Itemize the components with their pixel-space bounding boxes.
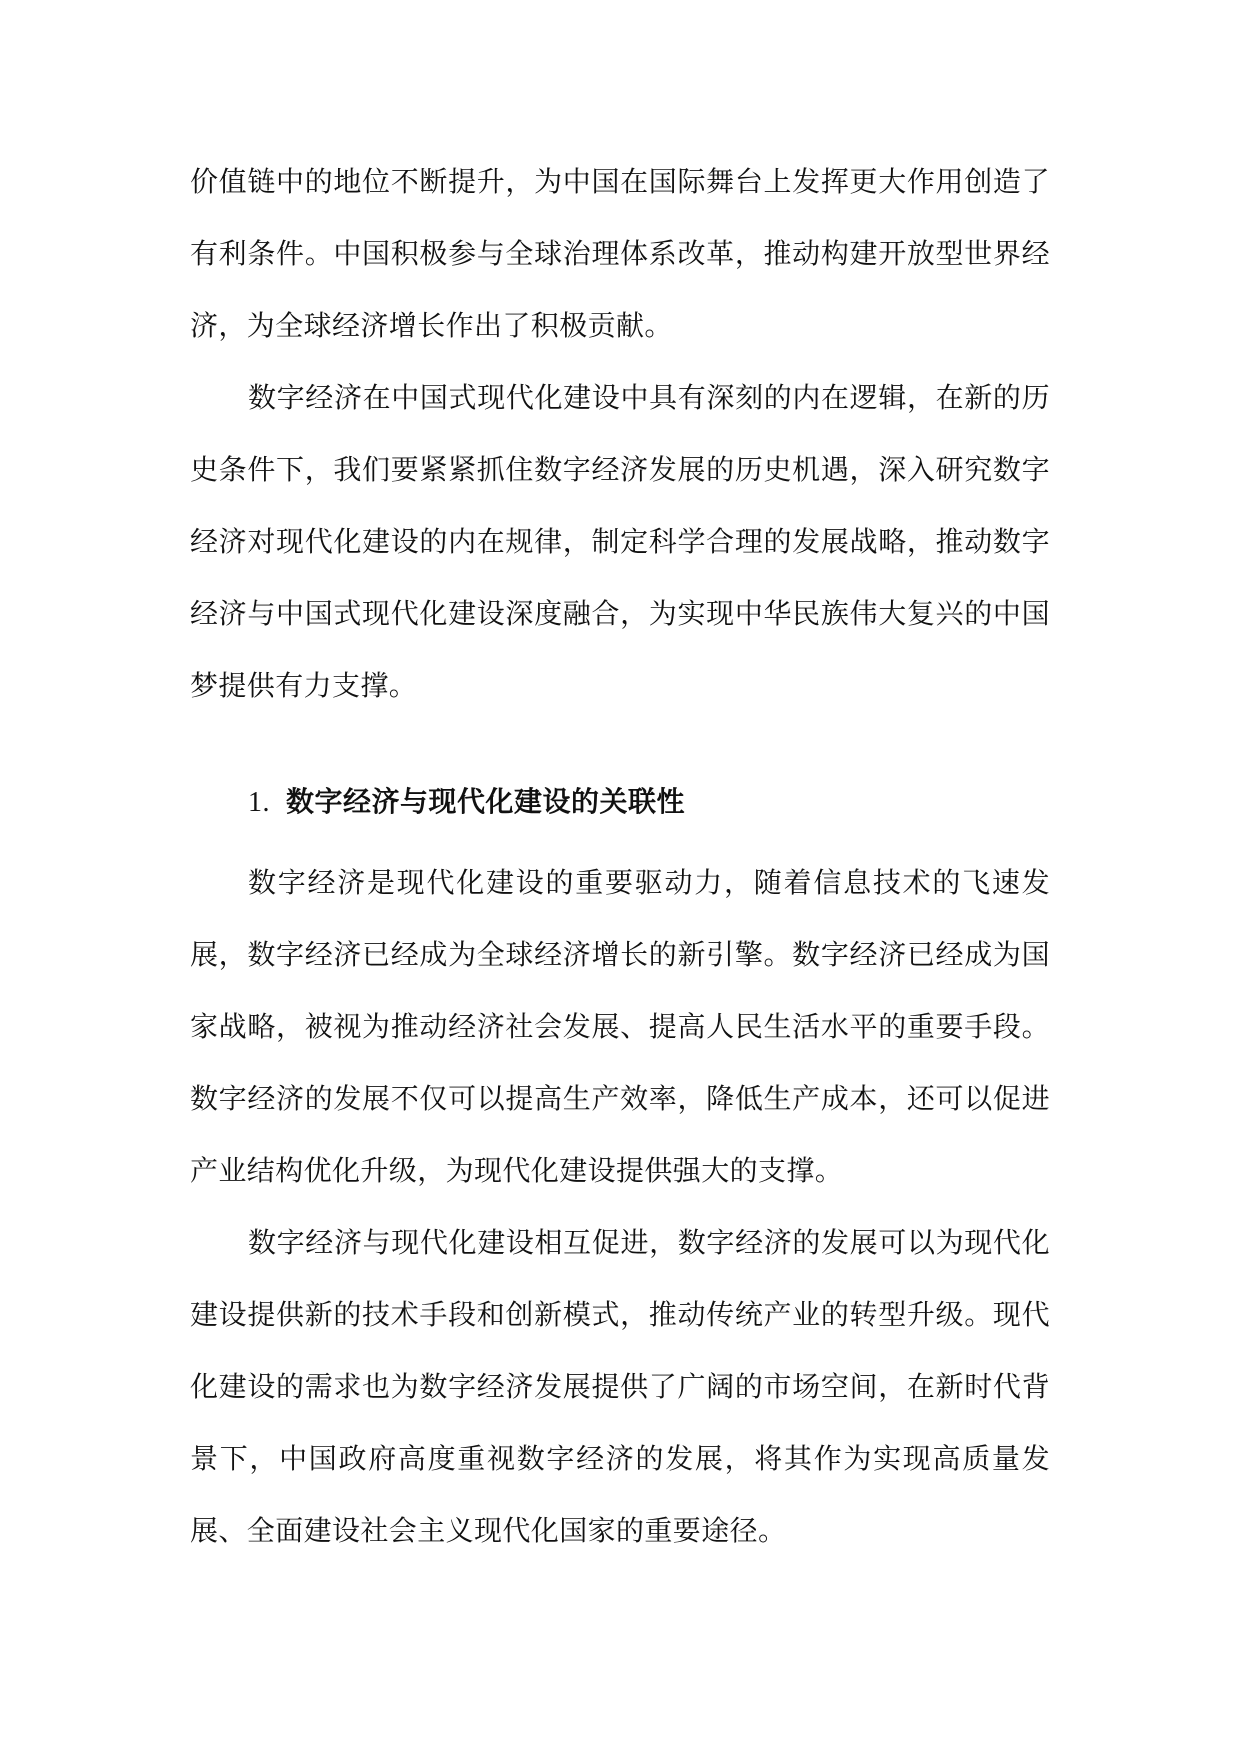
continued-paragraph: 价值链中的地位不断提升，为中国在国际舞台上发挥更大作用创造了有利条件。中国积极参与全球治理体系改革，推动构建开放型世界经济，为全球经济增长作出了积极贡献。: [190, 165, 1050, 342]
section-title: 数字经济与现代化建设的关联性: [286, 785, 686, 818]
body-paragraph: 数字经济在中国式现代化建设中具有深刻的内在逻辑，在新的历史条件下，我们要紧紧抓住数字经济发展的历史机遇，深入研究数字经济对现代化建设的内在规律，制定科学合理的发展战略，推动数字经济与中国式现代化建设深度融合，为实现中华民族伟大复兴的中国梦提供有力支撑。: [190, 381, 1050, 702]
document-body: [190, 146, 1050, 1567]
body-paragraph: 数字经济与现代化建设相互促进，数字经济的发展可以为现代化建设提供新的技术手段和创新模式，推动传统产业的转型升级。现代化建设的需求也为数字经济发展提供了广阔的市场空间，在新时代背景下，中国政府高度重视数字经济的发展，将其作为实现高质量发展、全面建设社会主义现代化国家的重要途径。: [190, 1226, 1050, 1547]
section-heading: [190, 766, 1050, 839]
section-number: 1.: [248, 787, 270, 818]
body-paragraph: 数字经济是现代化建设的重要驱动力，随着信息技术的飞速发展，数字经济已经成为全球经济增长的新引擎。数字经济已经成为国家战略，被视为推动经济社会发展、提高人民生活水平的重要手段。数字经济的发展不仅可以提高生产效率，降低生产成本，还可以促进产业结构优化升级，为现代化建设提供强大的支撑。: [190, 866, 1050, 1187]
